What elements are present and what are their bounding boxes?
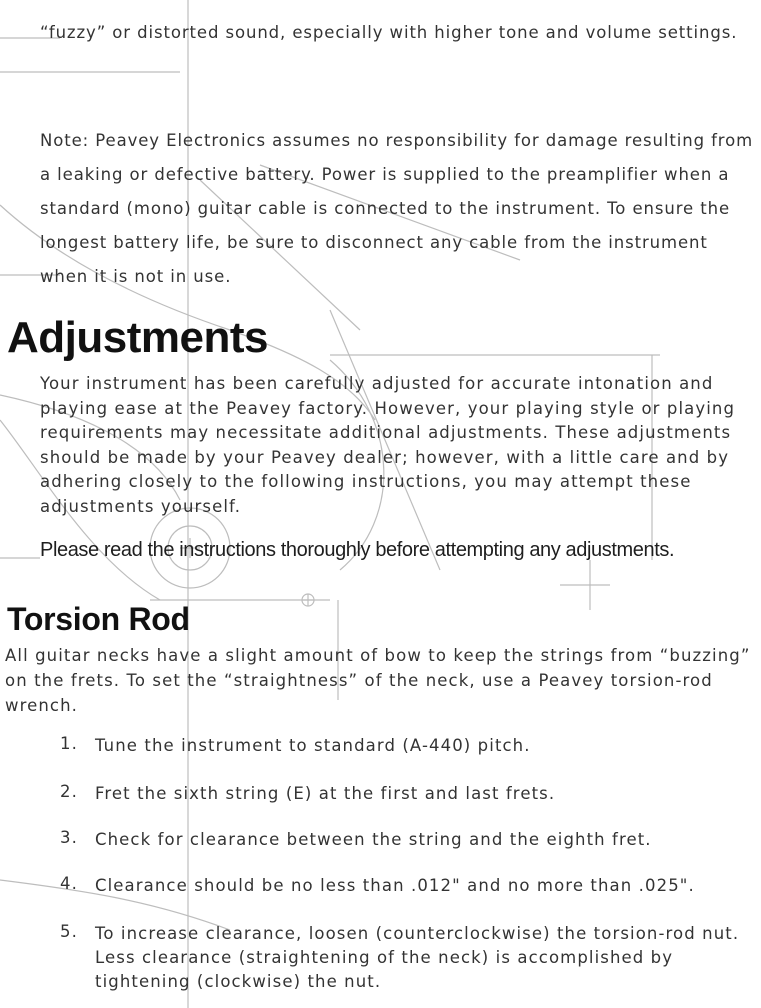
step-number: 1. [60,734,78,753]
torsion-rod-intro: All guitar necks have a slight amount of bow to keep the strings from “buzzing” on the frets. To set the “straightness” of the neck, use a Peavey torsion-rod wrench. [5,646,751,715]
adjustments-intro: Your instrument has been carefully adjusted for accurate intonation and playing ease at the Peavey factory. However, your playing style or playing requirements may necessitate additional adjustments. These adjustments should be made by your Peavey dealer; however, with a little care and by adhering closely to the following instructions, you may attempt these adjustments yourself. [40,374,736,516]
battery-note: Note: Peavey Electronics assumes no responsibility for damage resulting from a leaking or defective battery. Power is supplied to the preamplifier when a standard (mono) guitar cable is connected to the instrument. To ensure the longest battery life, be sure to disconnect any cable from the instrument when it is not in use. [40,131,754,286]
step-number: 5. [60,922,78,941]
step-number: 2. [60,782,78,801]
torsion-rod-heading: Torsion Rod [7,601,190,637]
step-text: Tune the instrument to standard (A-440) pitch. [95,736,531,755]
paragraph-top: “fuzzy” or distorted sound, especially with higher tone and volume settings. [40,23,738,42]
step-item [40,922,760,994]
step-item [40,874,695,898]
step-item [40,782,555,806]
step-text: Check for clearance between the string and the eighth fret. [95,830,652,849]
step-number: 4. [60,874,78,893]
step-number: 3. [60,828,78,847]
step-item [40,734,531,758]
step-text: Clearance should be no less than .012" and no more than .025". [95,876,695,895]
adjustments-heading: Adjustments [7,313,268,362]
step-text: Fret the sixth string (E) at the first and last frets. [95,784,556,803]
step-item [40,828,652,852]
adjustments-warning: Please read the instructions thoroughly before attempting any adjustments. [40,539,675,561]
step-text: To increase clearance, loosen (counterclockwise) the torsion-rod nut. Less clearance (straightening of the neck) is accomplished by tightening (clockwise) the nut. [95,924,740,991]
